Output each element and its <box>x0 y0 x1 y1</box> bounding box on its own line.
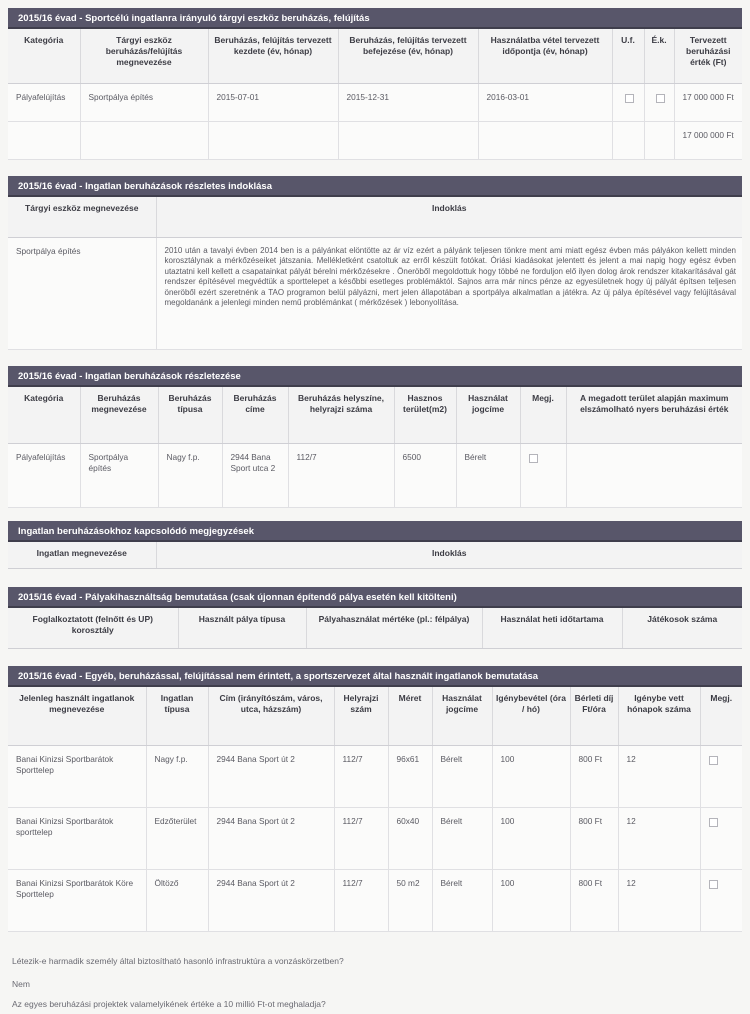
usage-cell: 100 <box>492 745 570 807</box>
note-checkbox[interactable] <box>529 454 538 463</box>
property-type-cell: Nagy f.p. <box>146 745 208 807</box>
col-header: Beruházás típusa <box>158 387 222 443</box>
usage-cell: 100 <box>492 869 570 931</box>
col-header: É.k. <box>644 29 674 83</box>
section-title: 2015/16 évad - Ingatlan beruházások részletezése <box>8 366 742 387</box>
address-cell: 2944 Bana Sport út 2 <box>208 745 334 807</box>
total-row <box>8 121 742 159</box>
end-date-cell: 2015-12-31 <box>338 83 478 121</box>
months-cell: 12 <box>618 869 700 931</box>
col-header: Indoklás <box>156 542 742 568</box>
note-checkbox[interactable] <box>709 880 718 889</box>
property-name-cell: Banai Kinizsi Sportbarátok Köre Sporttelep <box>8 869 146 931</box>
usage-cell: 100 <box>492 807 570 869</box>
col-header: Hasznos terület(m2) <box>394 387 456 443</box>
legal-title-cell: Bérelt <box>432 807 492 869</box>
col-header: Jelenleg használt ingatlanok megnevezése <box>8 687 146 745</box>
size-cell: 60x40 <box>388 807 432 869</box>
col-header: Tervezett beruházási érték (Ft) <box>674 29 742 83</box>
asset-investment-table <box>8 29 742 160</box>
col-header: Indoklás <box>156 197 742 237</box>
col-header: Megj. <box>520 387 566 443</box>
category-cell: Pályafelújítás <box>8 443 80 507</box>
col-header: Tárgyi eszköz beruházás/felújítás megnevezése <box>80 29 208 83</box>
section-title: 2015/16 évad - Egyéb, beruházással, felújítással nem érintett, a sportszervezet által használt ingatlanok bemutatása <box>8 666 742 687</box>
parcel-number-cell: 112/7 <box>334 745 388 807</box>
rent-cell: 800 Ft <box>570 807 618 869</box>
address-cell: 2944 Bana Sport út 2 <box>208 807 334 869</box>
section-title: 2015/16 évad - Ingatlan beruházások részletes indoklása <box>8 176 742 197</box>
section-investment-remarks <box>8 521 742 569</box>
size-cell: 50 m2 <box>388 869 432 931</box>
legal-title-cell: Bérelt <box>432 869 492 931</box>
size-cell: 96x61 <box>388 745 432 807</box>
col-header: Bérleti díj Ft/óra <box>570 687 618 745</box>
col-header: Beruházás helyszíne, helyrajzi száma <box>288 387 394 443</box>
col-header: Kategória <box>8 387 80 443</box>
col-header: U.f. <box>612 29 644 83</box>
table-row <box>8 443 742 507</box>
section-field-utilization <box>8 587 742 649</box>
col-header: Igénybevétel (óra / hó) <box>492 687 570 745</box>
table-row <box>8 869 742 931</box>
col-header: Helyrajzi szám <box>334 687 388 745</box>
col-header: Beruházás megnevezése <box>80 387 158 443</box>
property-type-cell: Öltöző <box>146 869 208 931</box>
col-header: Játékosok száma <box>622 608 742 648</box>
question-project-over-10m: Az egyes beruházási projektek valamelyikének értéke a 10 millió Ft-ot meghaladja? <box>12 999 326 1009</box>
section-asset-investment <box>8 8 742 160</box>
total-value-cell: 17 000 000 Ft <box>674 121 742 159</box>
justification-text: 2010 után a tavalyi évben 2014 ben is a pályánkat elöntötte az ár víz ezért a pályánk teljesen tönkre ment ami miatt egész évben más pályákon kellett minden korosztálynak a mérkőzéseiket játszania. Mellékletként csatoltuk az erről készült fotókat. Óriási kiadásokat jelentett és jelent a mai napig hogy egész évben utaztatni kell kellett a csapatainkat pályát bérelni mérkőzésekre . Öneröből megoldottuk hogy többé ne forduljon elő ilyen dolog árok rendszer kitakarításával gát rendszer építésével megvédtük a sporttelepet a későbbi esetleges problémáktól. Sajnos arra már nincs pénze az egyesületnek hogy új pályát építsen teljesen öneröből ezért szeretnénk a TAO programon belül pályázni, mert jelen állapotában a sportpálya alkalmatlan a játékra. Az új pálya építésével vagy felújításával megoldanánk a jelenlegi minden nemű problémánkat ( mérkőzések ) lebonyolítása. <box>156 237 742 349</box>
investment-type-cell: Nagy f.p. <box>158 443 222 507</box>
legal-title-cell: Bérelt <box>456 443 520 507</box>
other-properties-table <box>8 687 742 932</box>
col-header: Kategória <box>8 29 80 83</box>
investment-name-cell: Sportpálya építés <box>80 443 158 507</box>
col-header: Használatba vétel tervezett időpontja (év, hónap) <box>478 29 612 83</box>
parcel-number-cell: 112/7 <box>334 869 388 931</box>
legal-title-cell: Bérelt <box>432 745 492 807</box>
ek-cell <box>644 83 674 121</box>
table-row <box>8 745 742 807</box>
start-date-cell: 2015-07-01 <box>208 83 338 121</box>
asset-name-cell: Sportpálya építés <box>80 83 208 121</box>
max-value-cell <box>566 443 742 507</box>
category-cell: Pályafelújítás <box>8 83 80 121</box>
col-header: Beruházás címe <box>222 387 288 443</box>
property-name-cell: Banai Kinizsi Sportbarátok Sporttelep <box>8 745 146 807</box>
note-cell <box>700 745 742 807</box>
area-cell: 6500 <box>394 443 456 507</box>
parcel-number-cell: 112/7 <box>334 807 388 869</box>
table-row <box>8 807 742 869</box>
col-header: Méret <box>388 687 432 745</box>
col-header: Ingatlan típusa <box>146 687 208 745</box>
note-cell <box>700 807 742 869</box>
rent-cell: 800 Ft <box>570 869 618 931</box>
justification-table <box>8 197 742 350</box>
section-other-properties <box>8 666 742 932</box>
asset-name-cell: Sportpálya építés <box>8 237 156 349</box>
address-cell: 2944 Bana Sport út 2 <box>208 869 334 931</box>
uf-checkbox[interactable] <box>625 94 634 103</box>
col-header: Foglalkoztatott (felnőtt és UP) korosztály <box>8 608 178 648</box>
value-cell: 17 000 000 Ft <box>674 83 742 121</box>
months-cell: 12 <box>618 807 700 869</box>
col-header: Beruházás, felújítás tervezett kezdete (év, hónap) <box>208 29 338 83</box>
property-name-cell: Banai Kinizsi Sportbarátok sporttelep <box>8 807 146 869</box>
table-row <box>8 83 742 121</box>
col-header: Használt pálya típusa <box>178 608 306 648</box>
use-date-cell: 2016-03-01 <box>478 83 612 121</box>
section-title: Ingatlan beruházásokhoz kapcsolódó megjegyzések <box>8 521 742 542</box>
note-cell <box>700 869 742 931</box>
section-investment-details <box>8 366 742 508</box>
note-checkbox[interactable] <box>709 756 718 765</box>
col-header: Használat jogcíme <box>456 387 520 443</box>
col-header: Igénybe vett hónapok száma <box>618 687 700 745</box>
col-header: Cím (irányítószám, város, utca, házszám) <box>208 687 334 745</box>
col-header: Ingatlan megnevezése <box>8 542 156 568</box>
col-header: Beruházás, felújítás tervezett befejezése (év, hónap) <box>338 29 478 83</box>
field-utilization-table <box>8 608 742 649</box>
investment-details-table <box>8 387 742 508</box>
answer-third-party-infrastructure: Nem <box>12 979 30 989</box>
section-investment-justification <box>8 176 742 350</box>
col-header: Használat jogcíme <box>432 687 492 745</box>
parcel-number-cell: 112/7 <box>288 443 394 507</box>
col-header: Tárgyi eszköz megnevezése <box>8 197 156 237</box>
section-title: 2015/16 évad - Sportcélú ingatlanra irányuló tárgyi eszköz beruházás, felújítás <box>8 8 742 29</box>
table-row <box>8 237 742 349</box>
col-header: Pályahasználat mértéke (pl.: félpálya) <box>306 608 482 648</box>
remarks-table <box>8 542 742 569</box>
address-cell: 2944 Bana Sport utca 2 <box>222 443 288 507</box>
col-header: A megadott terület alapján maximum elszámolható nyers beruházási érték <box>566 387 742 443</box>
ek-checkbox[interactable] <box>656 94 665 103</box>
question-third-party-infrastructure: Létezik-e harmadik személy által biztosítható hasonló infrastruktúra a vonzáskörzetben? <box>12 956 344 966</box>
uf-cell <box>612 83 644 121</box>
note-checkbox[interactable] <box>709 818 718 827</box>
col-header: Használat heti időtartama <box>482 608 622 648</box>
property-type-cell: Edzőterület <box>146 807 208 869</box>
months-cell: 12 <box>618 745 700 807</box>
rent-cell: 800 Ft <box>570 745 618 807</box>
col-header: Megj. <box>700 687 742 745</box>
note-cell <box>520 443 566 507</box>
section-title: 2015/16 évad - Pályakihasználtság bemutatása (csak újonnan építendő pálya esetén kell kitölteni) <box>8 587 742 608</box>
